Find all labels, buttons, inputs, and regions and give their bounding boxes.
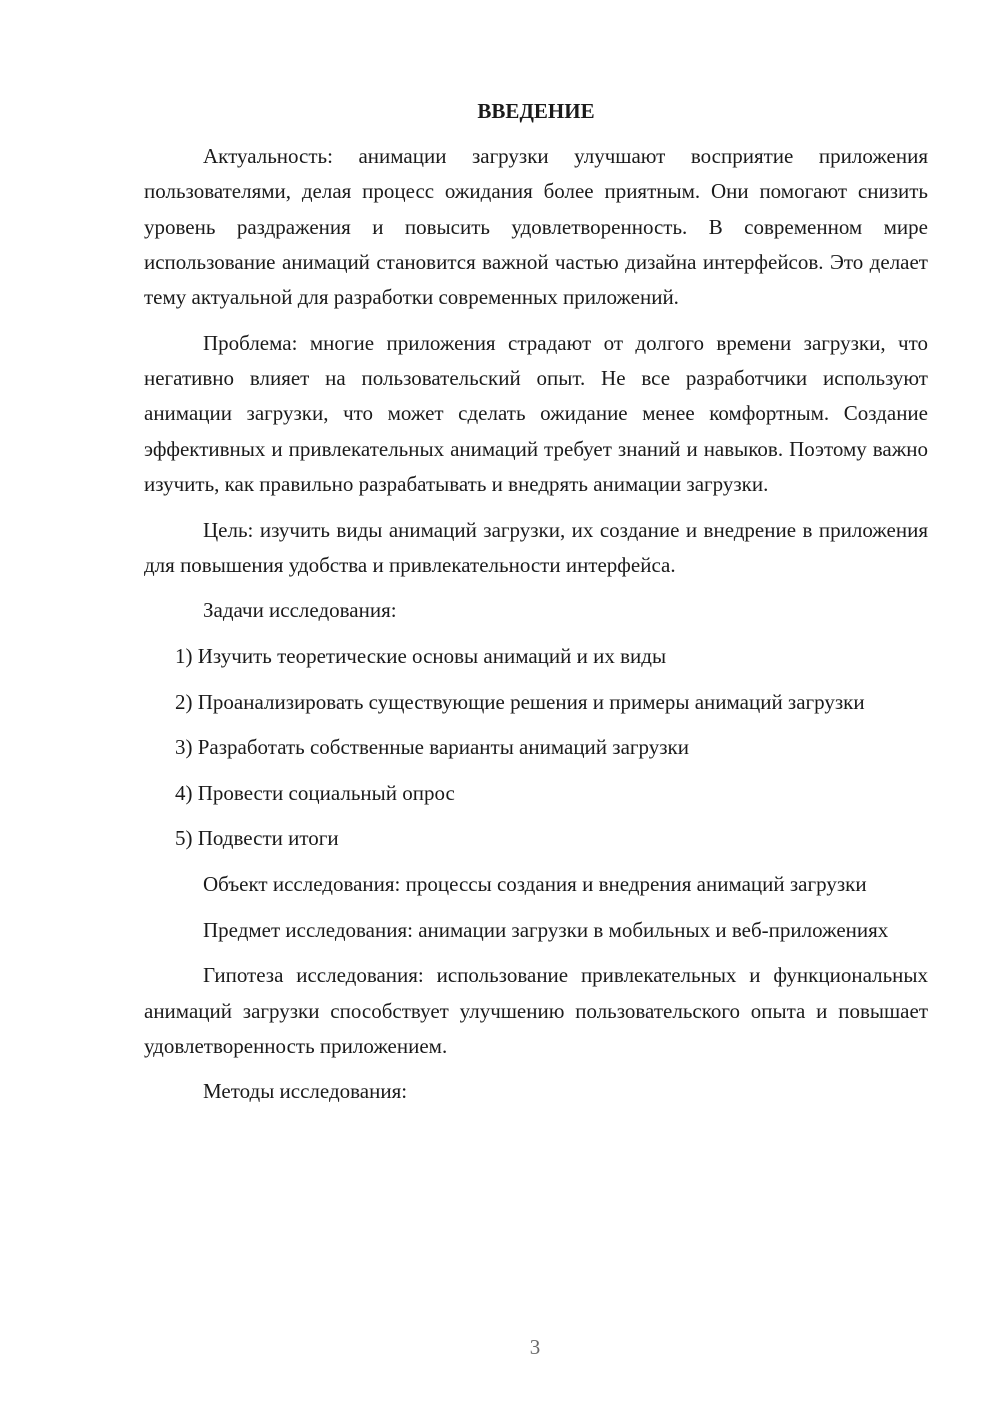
object-paragraph: Объект исследования: процессы создания и внедрения анимаций загрузки — [203, 872, 867, 897]
hypothesis-paragraph: Гипотеза исследования: использование привлекательных и функциональных анимаций загрузки способствует улучшению пользовательского опыта и повышает удовлетворенность приложением. — [144, 963, 928, 1058]
task-item: 4) Провести социальный опрос — [175, 780, 455, 805]
subject-paragraph: Предмет исследования: анимации загрузки в мобильных и веб-приложениях — [203, 917, 889, 942]
page-title: ВВЕДЕНИЕ — [477, 99, 595, 123]
page-content — [144, 94, 928, 1110]
problem-paragraph: Проблема: многие приложения страдают от долгого времени загрузки, что негативно влияет на пользовательский опыт. Не все разработчики используют анимации загрузки, что может сделать ожидание менее комфортным. Создание эффективных и привлекательных анимаций требует знаний и навыков. Поэтому важно изучить, как правильно разрабатывать и внедрять анимации загрузки. — [144, 330, 928, 496]
tasks-label: Задачи исследования: — [203, 598, 397, 623]
goal-paragraph: Цель: изучить виды анимаций загрузки, их создание и внедрение в приложения для повышения удобства и привлекательности интерфейса. — [144, 517, 928, 577]
page-number: 3 — [529, 1335, 541, 1359]
task-item: 3) Разработать собственные варианты анимаций загрузки — [175, 735, 689, 760]
task-item: 2) Проанализировать существующие решения и примеры анимаций загрузки — [175, 689, 865, 714]
task-item: 1) Изучить теоретические основы анимаций и их виды — [175, 644, 667, 669]
methods-label: Методы исследования: — [203, 1079, 408, 1104]
relevance-paragraph: Актуальность: анимации загрузки улучшают восприятие приложения пользователями, делая процесс ожидания более приятным. Они помогают снизить уровень раздражения и повысить удовлетворенность. В современном мире использование анимаций становится важной частью дизайна интерфейсов. Это делает тему актуальной для разработки современных приложений. — [144, 144, 928, 310]
task-item: 5) Подвести итоги — [175, 826, 339, 851]
